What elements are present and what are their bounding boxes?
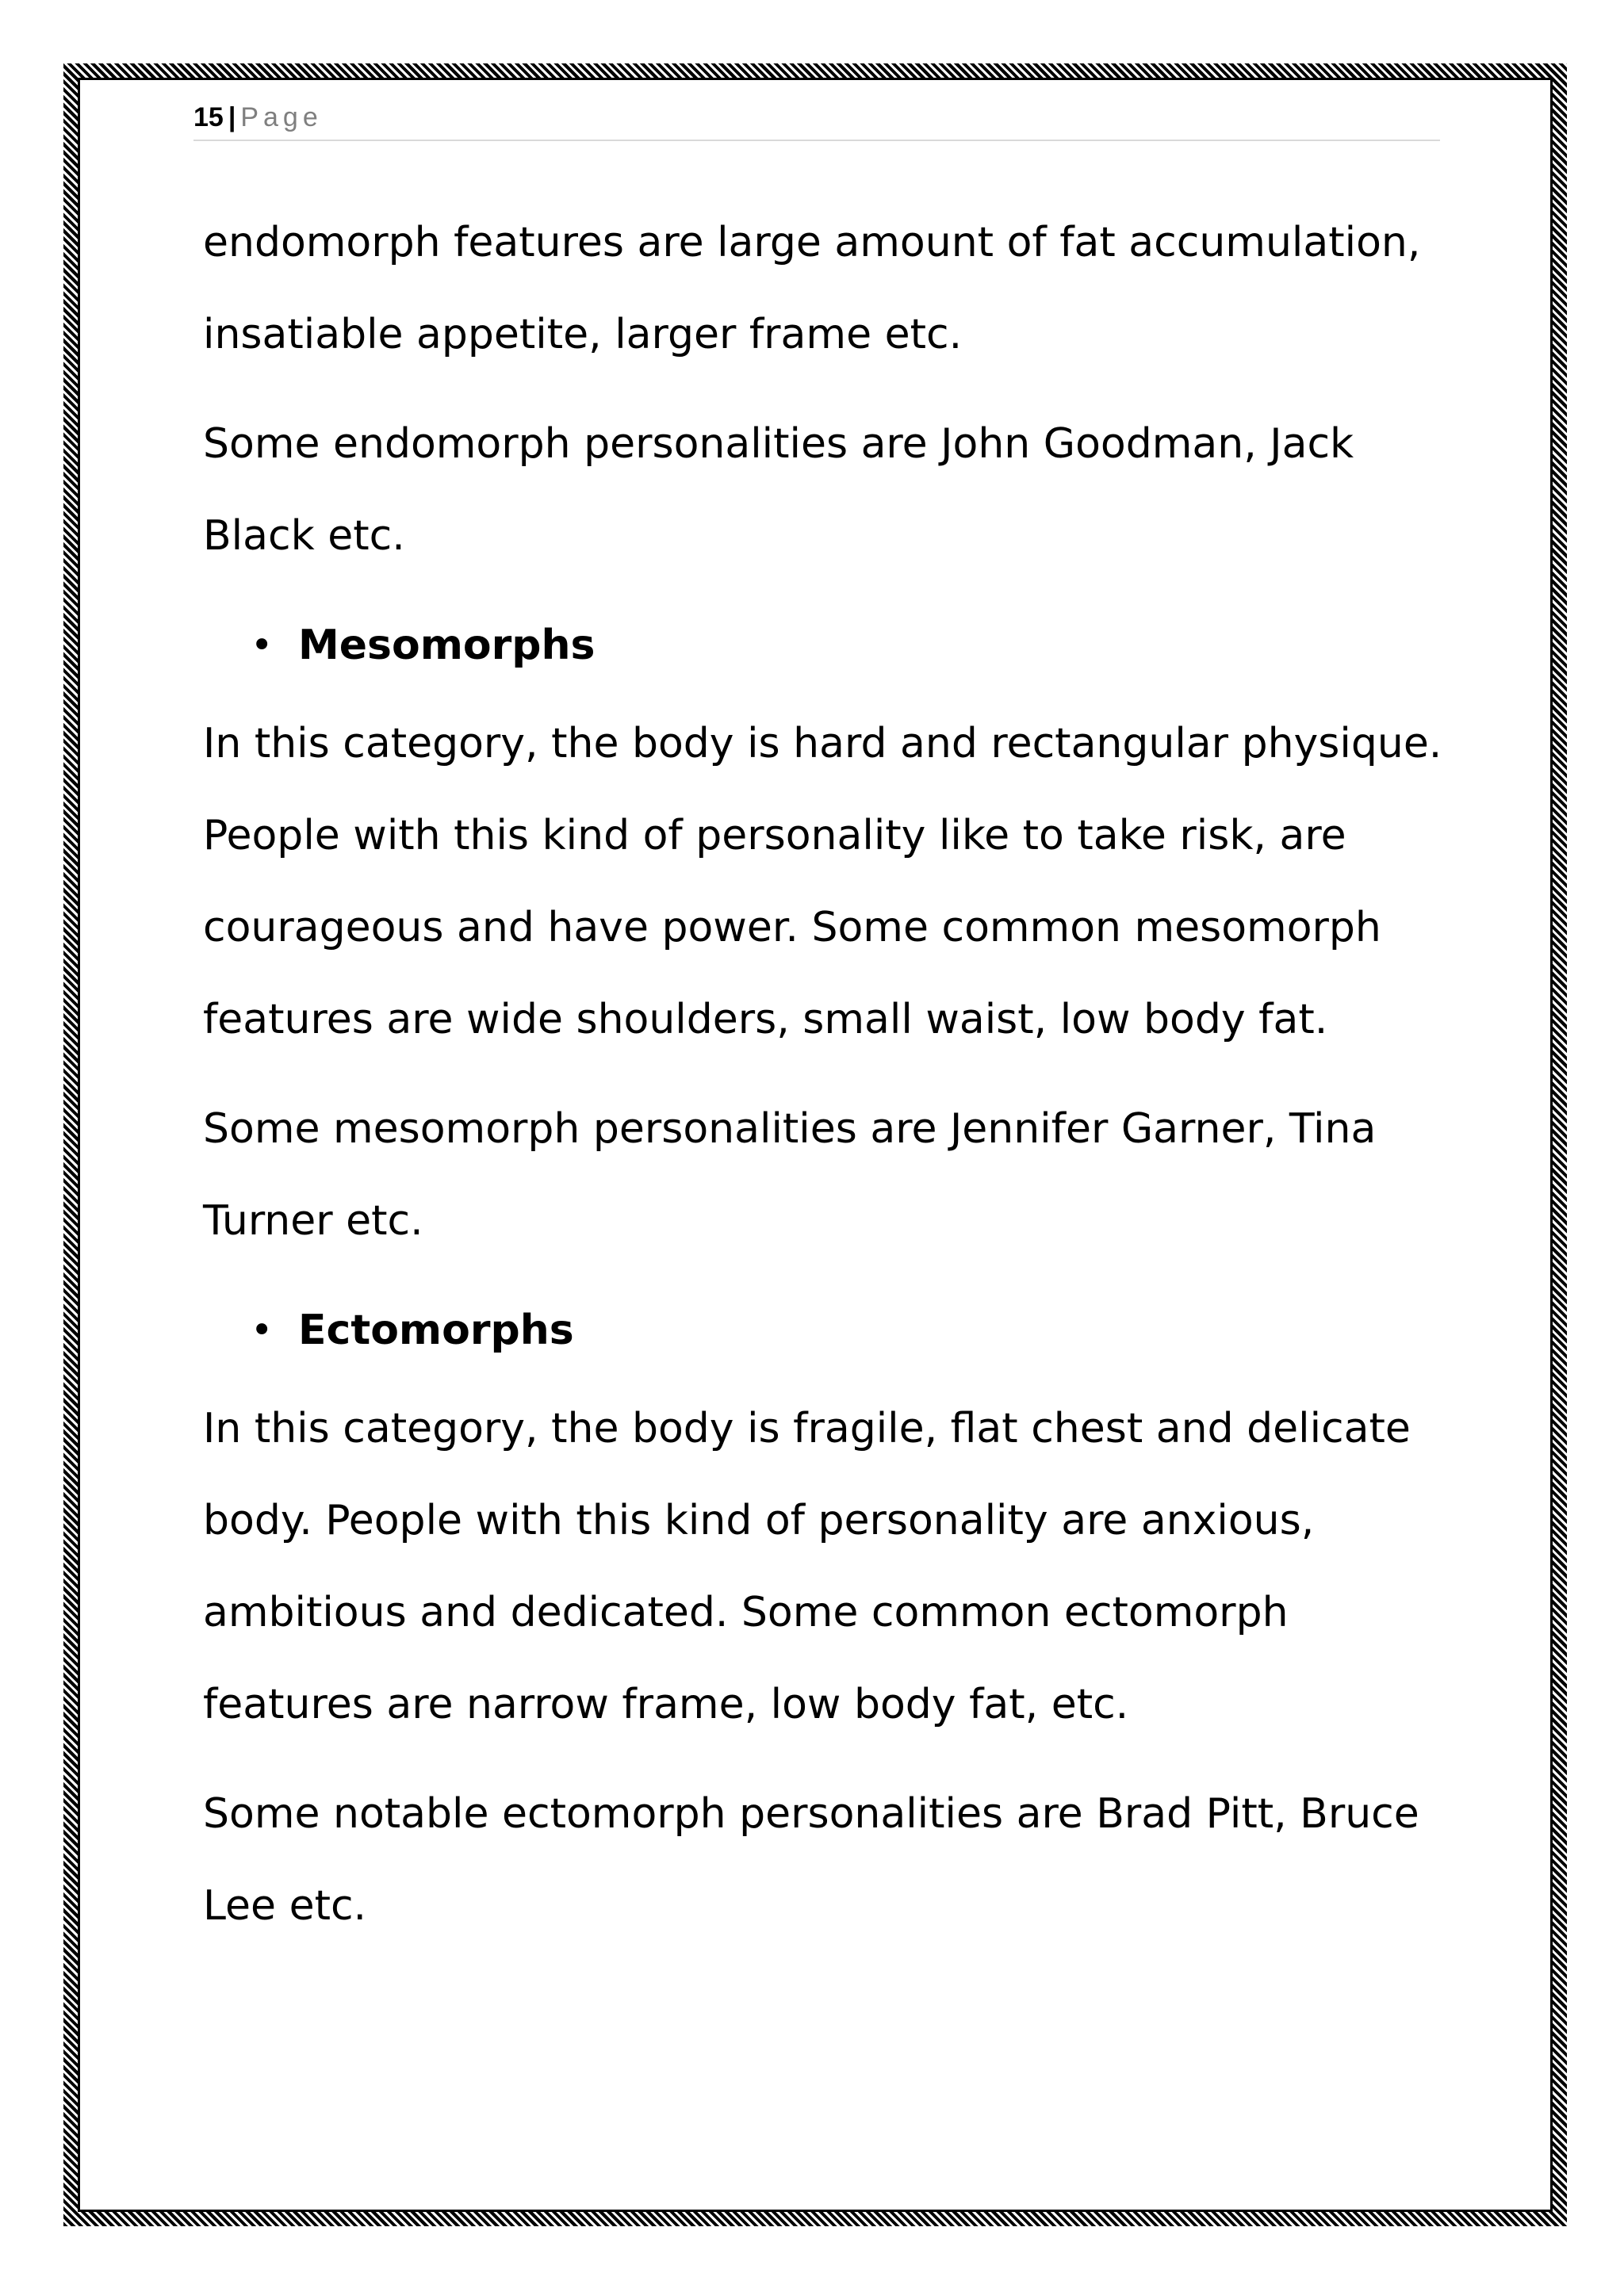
document-body (203, 197, 1456, 1969)
page-number: 15 (193, 102, 224, 132)
paragraph-endomorph-personalities: Some endomorph personalities are John Goodman, Jack Black etc. (203, 420, 1354, 560)
bullet-ectomorphs (203, 1284, 1456, 1376)
paragraph-mesomorph-description: In this category, the body is hard and rectangular physique. People with this kind of personality like to take risk, are courageous and have power. Some common mesomorph features are wide shoulders, small waist, low body fat. (203, 720, 1442, 1043)
bullet-icon: • (251, 1308, 274, 1353)
bullet-mesomorphs (203, 599, 1456, 691)
header-separator: | (228, 102, 236, 132)
section-heading-ectomorphs: Ectomorphs (298, 1307, 574, 1354)
page-header (193, 95, 1440, 141)
section-heading-mesomorphs: Mesomorphs (298, 622, 596, 669)
page-label: Page (240, 102, 323, 132)
paragraph-mesomorph-personalities: Some mesomorph personalities are Jennifer Garner, Tina Turner etc. (203, 1105, 1377, 1245)
paragraph-ectomorph-personalities: Some notable ectomorph personalities are Brad Pitt, Bruce Lee etc. (203, 1790, 1419, 1930)
paragraph-endomorph-features: endomorph features are large amount of fat accumulation, insatiable appetite, larger frame etc. (203, 219, 1421, 358)
bullet-icon: • (251, 623, 274, 668)
paragraph-ectomorph-description: In this category, the body is fragile, flat chest and delicate body. People with this kind of personality are anxious, ambitious and dedicated. Some common ectomorph features are narrow frame, low body fat, etc. (203, 1405, 1411, 1728)
